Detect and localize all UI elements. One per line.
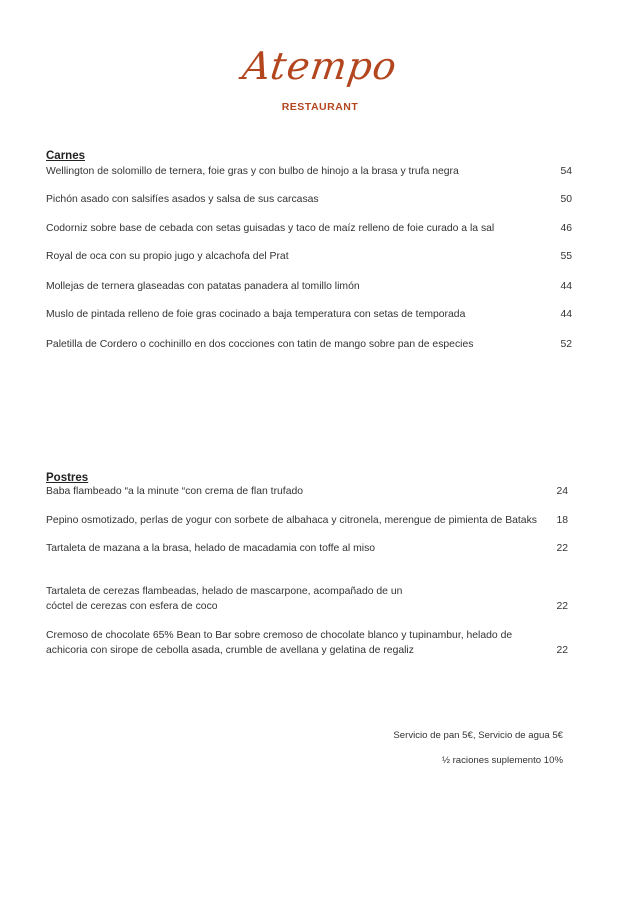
item-name: Cremoso de chocolate 65% Bean to Bar sobre cremoso de chocolate blanco y tupinambur, helado de achicoria con sirope de cebolla asada, crumble de avellana y gelatina de regaliz [46,630,513,656]
item-name: Muslo de pintada relleno de foie gras cocinado a baja temperatura con setas de temporada [46,309,466,320]
item-name: Pepino osmotizado, perlas de yogur con sorbete de albahaca y citronela, merengue de pimienta de Bataks [46,515,537,526]
service-charges: Servicio de pan 5€, Servicio de agua 5€ [393,730,563,741]
item-name: Tartaleta de mazana a la brasa, helado de macadamia con toffe al miso [46,543,376,554]
item-price: 18 [556,515,568,526]
item-name: Wellington de solomillo de ternera, foie gras y con bulbo de hinojo a la brasa y trufa negra [46,166,459,177]
item-name: Codorniz sobre base de cebada con setas guisadas y taco de maíz relleno de foie curado a la sal [46,223,495,234]
item-name: Royal de oca con su propio jugo y alcachofa del Prat [46,251,289,262]
brand-logo: Atempo [240,44,400,88]
item-price: 50 [560,194,572,205]
item-price: 22 [556,543,568,554]
item-price: 55 [560,251,572,262]
menu-item [46,584,568,614]
item-price: 22 [556,601,568,612]
section-title-postres: Postres [46,472,89,484]
item-name: Mollejas de ternera glaseadas con patatas panadera al tomillo limón [46,281,360,292]
item-name: Paletilla de Cordero o cochinillo en dos cocciones con tatin de mango sobre pan de especies [46,339,474,350]
item-price: 44 [560,281,572,292]
item-price: 44 [560,309,572,320]
item-price: 54 [560,166,572,177]
item-name: Pichón asado con salsifíes asados y salsa de sus carcasas [46,194,319,205]
brand-subtitle: RESTAURANT [281,101,359,113]
item-price: 22 [556,645,568,656]
section-title-carnes: Carnes [46,150,85,162]
item-price: 24 [556,486,568,497]
item-name: Baba flambeado “a la minute “con crema de flan trufado [46,486,304,497]
half-portion-note: ½ raciones suplemento 10% [441,755,563,766]
item-price: 46 [560,223,572,234]
menu-item [46,628,568,658]
item-name: Tartaleta de cerezas flambeadas, helado de mascarpone, acompañado de un cóctel de cerezas con esfera de coco [46,586,403,612]
item-price: 52 [560,339,572,350]
